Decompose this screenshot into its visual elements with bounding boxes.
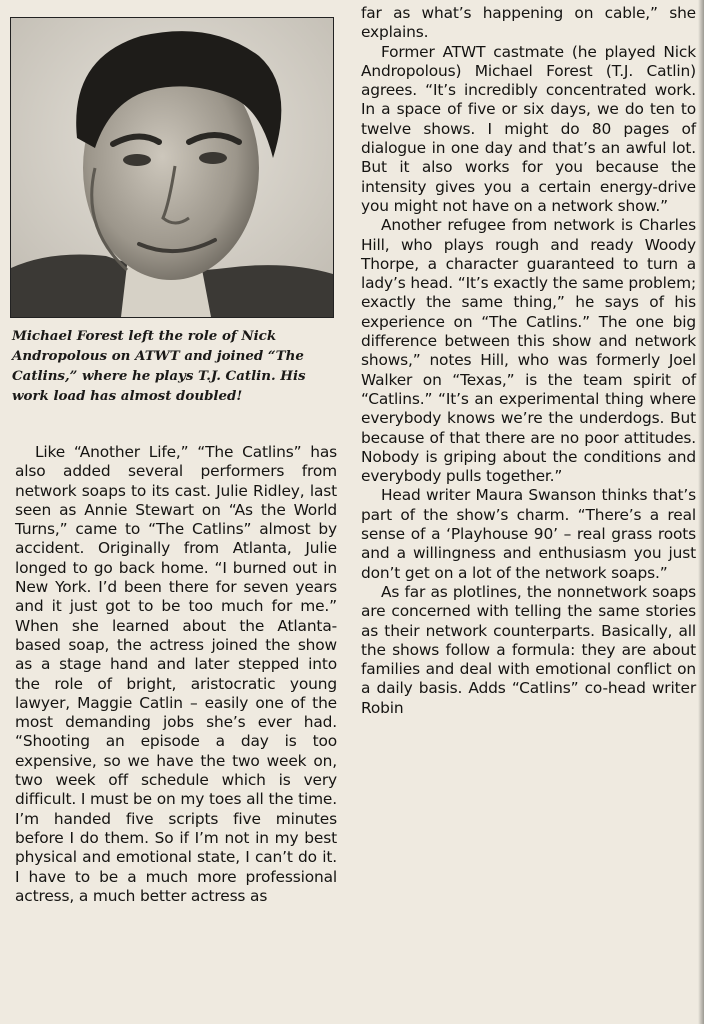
photo-caption: Michael Forest left the role of Nick Andropolous on ATWT and joined “The Catlins,” where he plays T.J. Catlin. His work load has almost doubled!	[12, 328, 306, 404]
article-paragraph-continuation: far as what’s happening on cable,” she explains.	[361, 4, 696, 42]
right-eye	[199, 152, 227, 164]
article-column-left	[15, 443, 337, 906]
article-paragraph: Former ATWT castmate (he played Nick Andropolous) Michael Forest (T.J. Catlin) agrees. “It’s incredibly concentrated work. In a space of five or six days, we do ten to twelve shows. I might do 80 pages of dialogue in one day and that’s an awful lot. But it also works for you because the intensity gives you a certain energy-drive you might not have on a network show.”	[361, 42, 696, 215]
left-eye	[123, 154, 151, 166]
article-column-right	[361, 4, 696, 718]
article-paragraph: Head writer Maura Swanson thinks that’s part of the show’s charm. “There’s a real sense of a ‘Playhouse 90’ – real grass roots and a willingness and enthusiasm you just don’t get on a lot of the network soaps.”	[361, 486, 696, 582]
article-paragraph: Another refugee from network is Charles Hill, who plays rough and ready Woody Thorpe, a character guaranteed to turn a lady’s head. “It’s exactly the same problem; exactly the same thing,” he says of his experience on “The Catlins.” The one big difference between this show and network shows,” notes Hill, who was formerly Joel Walker on “Texas,” is the team spirit of “Catlins.” “It’s an experimental thing where everybody knows we’re the underdogs. But because of that there are no poor attitudes. Nobody is griping about the conditions and everybody pulls together.”	[361, 216, 696, 486]
article-paragraph: As far as plotlines, the nonnetwork soaps are concerned with telling the same stories as their network counterparts. Basically, all the shows follow a formula: they are about families and deal with emotional conflict on a daily basis. Adds “Catlins” co-head writer Robin	[361, 582, 696, 717]
article-paragraph: Like “Another Life,” “The Catlins” has also added several performers from network soaps to its cast. Julie Ridley, last seen as Annie Stewart on “As the World Turns,” came to “The Catlins” almost by accident. Originally from Atlanta, Julie longed to go back home. “I burned out in New York. I’d been there for seven years and it just got to be too much for me.” When she learned about the Atlanta-based soap, the actress joined the show as a stage hand and later stepped into the role of bright, aristocratic young lawyer, Maggie Catlin – easily one of the most demanding jobs she’s ever had. “Shooting an episode a day is too expensive, so we have the two week on, two week off schedule which is very difficult. I must be on my toes all the time. I’m handed five scripts five minutes before I do them. So if I’m not in my best physical and emotional state, I can’t do it. I have to be a much more professional actress, a much better actress as	[15, 443, 337, 905]
portrait-photo	[10, 17, 334, 318]
portrait-illustration	[11, 18, 333, 317]
page-edge-shadow	[698, 0, 704, 1024]
